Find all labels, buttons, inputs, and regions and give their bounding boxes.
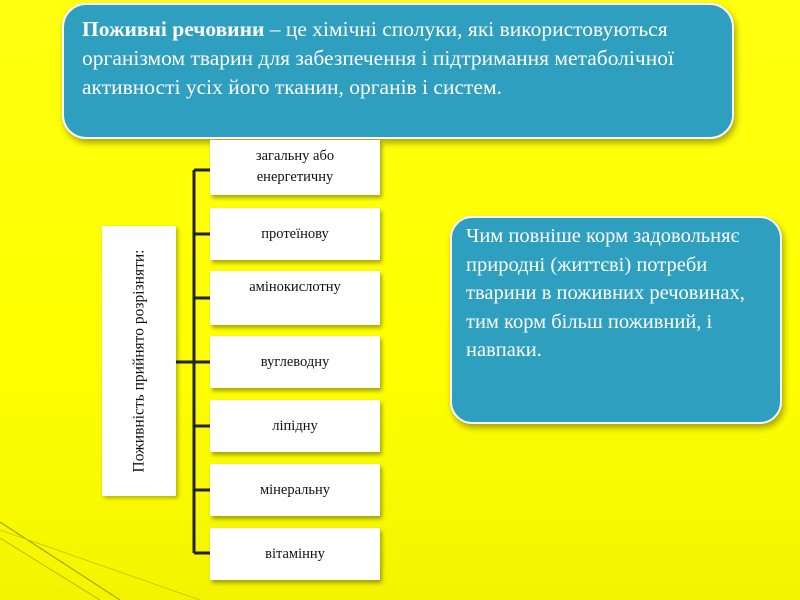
category-label: протеїнову xyxy=(261,225,329,242)
category-amino-acid xyxy=(210,271,380,325)
definition-term: Поживні речовини xyxy=(82,17,265,41)
category-label: мінеральну xyxy=(259,481,331,498)
category-label: загальну або енергетичну xyxy=(255,148,335,185)
note-text: Чим повніше корм задовольняє природні (життєві) потреби тварини в поживних речовинах, тим корм більш поживний, і навпаки. xyxy=(466,225,745,361)
category-protein xyxy=(210,208,380,260)
diagram-root-label: Поживність прийнято розрізняти: xyxy=(130,249,148,473)
category-label: вуглеводну xyxy=(260,353,330,370)
category-label: вітамінну xyxy=(265,545,325,562)
category-label: амінокислотну xyxy=(249,279,341,295)
category-mineral xyxy=(210,464,380,516)
definition-text: – це хімічні сполуки, які використовуються організмом тварин для забезпечення і підтримання метаболічної активності усіх його тканин, органів і систем. xyxy=(82,17,674,99)
definition-box xyxy=(62,3,734,139)
category-carbohydrate xyxy=(210,336,380,388)
note-box xyxy=(450,216,782,424)
category-vitamin xyxy=(210,528,380,580)
diagram-root-box xyxy=(102,226,176,496)
category-lipid xyxy=(210,400,380,452)
category-energy xyxy=(210,140,380,195)
category-label: ліпідну xyxy=(272,417,318,434)
